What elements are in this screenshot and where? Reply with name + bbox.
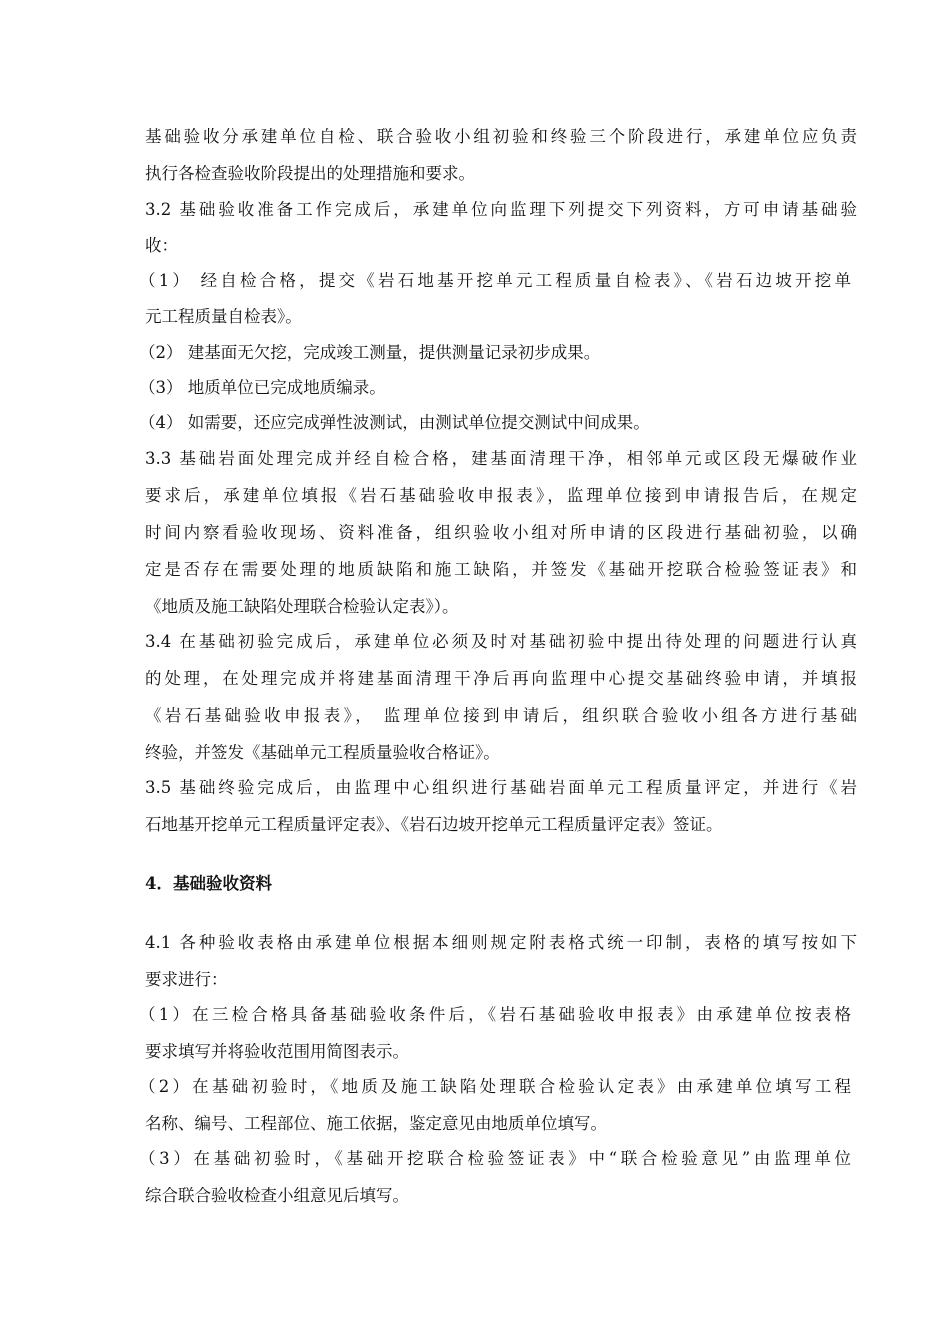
text-line: （4） 如需要，还应完成弹性波测试，由测试单位提交测试中间成果。 (139, 413, 650, 432)
text-line: 收： (145, 236, 178, 255)
text-line: 名称、编号、工程部位、施工依据，鉴定意见由地质单位填写。 (145, 1114, 607, 1133)
text-line: 定是否存在需要处理的地质缺陷和施工缺陷，并签发《基础开挖联合检验签证表》和 (145, 560, 857, 579)
text-line: 3.4 在基础初验完成后，承建单位必须及时对基础初验中提出待处理的问题进行认真 (145, 632, 857, 651)
text-line: 要求进行： (145, 970, 228, 989)
text-line: （2） 建基面无欠挖，完成竣工测量，提供测量记录初步成果。 (139, 343, 601, 362)
text-line: （2）在基础初验时，《地质及施工缺陷处理联合检验认定表》由承建单位填写工程 (139, 1077, 851, 1096)
text-line: 要求填写并将验收范围用简图表示。 (145, 1042, 409, 1061)
text-line: 《地质及施工缺陷处理联合检验认定表》）。 (145, 597, 459, 616)
text-line: 元工程质量自检表》。 (145, 307, 302, 326)
text-line: 石地基开挖单元工程质量评定表》、《岩石边坡开挖单元工程质量评定表》签证。 (145, 815, 723, 834)
text-line: 时间内察看验收现场、资料准备，组织验收小组对所申请的区段进行基础初验，以确 (145, 523, 857, 542)
text-line: （1） 经自检合格，提交《岩石地基开挖单元工程质量自检表》、《岩石边坡开挖单 (139, 271, 851, 290)
section-heading: 4．基础验收资料 (145, 874, 272, 893)
text-line: 3.3 基础岩面处理完成并经自检合格，建基面清理干净，相邻单元或区段无爆破作业 (145, 449, 857, 468)
text-line: 4.1 各种验收表格由承建单位根据本细则规定附表格式统一印制，表格的填写按如下 (145, 933, 857, 952)
text-line: 的处理，在处理完成并将建基面清理干净后再向监理中心提交基础终验申请，并填报 (145, 669, 857, 688)
text-line: 3.2 基础验收准备工作完成后，承建单位向监理下列提交下列资料，方可申请基础验 (145, 200, 857, 219)
text-line: （3） 地质单位已完成地质编录。 (139, 378, 386, 397)
text-line: 执行各检查验收阶段提出的处理措施和要求。 (145, 164, 475, 183)
text-line: 基础验收分承建单位自检、联合验收小组初验和终验三个阶段进行，承建单位应负责 (145, 127, 857, 146)
text-line: 终验，并签发《基础单元工程质量验收合格证》。 (145, 743, 500, 762)
text-line: （3）在基础初验时，《基础开挖联合检验签证表》中“联合检验意见”由监理单位 (139, 1149, 851, 1168)
text-line: （1）在三检合格具备基础验收条件后，《岩石基础验收申报表》由承建单位按表格 (139, 1005, 851, 1024)
text-line: 要求后，承建单位填报《岩石基础验收申报表》，监理单位接到申请报告后，在规定 (145, 486, 857, 505)
text-line: 3.5 基础终验完成后，由监理中心组织进行基础岩面单元工程质量评定，并进行《岩 (145, 778, 857, 797)
text-line: 综合联合验收检查小组意见后填写。 (145, 1186, 409, 1205)
text-line: 《岩石基础验收申报表》， 监理单位接到申请后，组织联合验收小组各方进行基础 (145, 706, 857, 725)
